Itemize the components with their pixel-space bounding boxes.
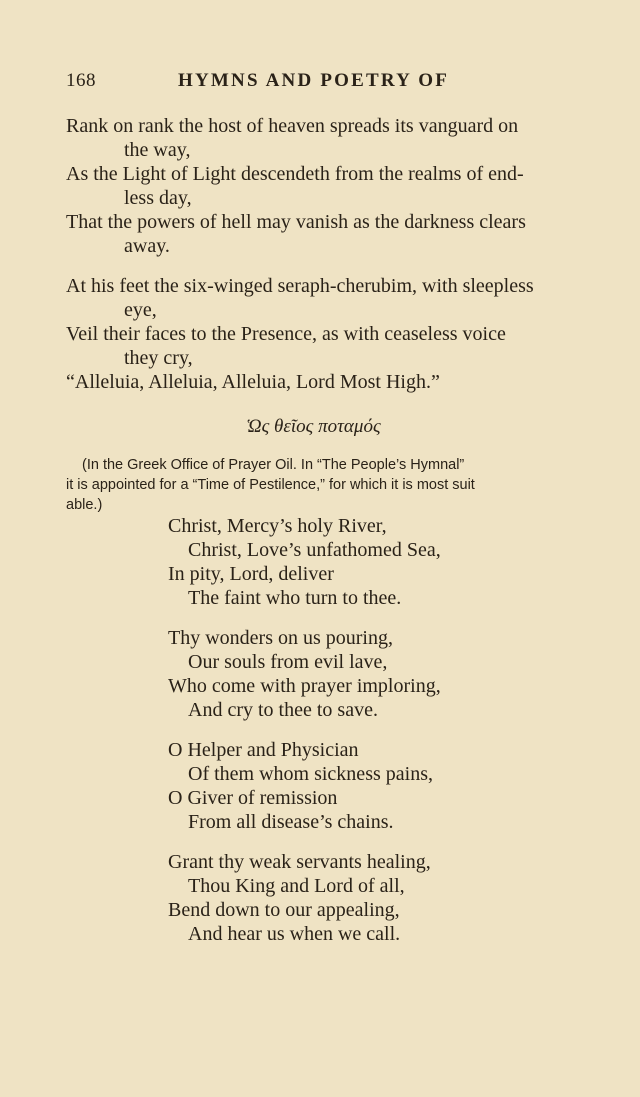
hymn-line: Bend down to our appealing, bbox=[168, 899, 400, 921]
page-header bbox=[66, 70, 586, 96]
hymn-line: And hear us when we call. bbox=[188, 923, 401, 945]
hymn-line: Who come with prayer imploring, bbox=[168, 675, 441, 697]
hymn-line: Christ, Mercy’s holy River, bbox=[168, 515, 387, 537]
verse-line: “Alleluia, Alleluia, Alleluia, Lord Most High.” bbox=[66, 371, 440, 393]
verse-line: As the Light of Light descendeth from the realms of end- bbox=[66, 163, 524, 185]
verse-line: less day, bbox=[124, 187, 192, 209]
hymn-title-greek: Ὡς θεῖος ποταμός bbox=[246, 416, 381, 437]
running-head: HYMNS AND POETRY OF bbox=[178, 70, 450, 91]
verse-line: they cry, bbox=[124, 347, 193, 369]
verse-line: eye, bbox=[124, 299, 157, 321]
hymn-note-line: it is appointed for a “Time of Pestilence,” for which it is most suit bbox=[66, 477, 475, 493]
verse-line: At his feet the six-winged seraph-cherubim, with sleepless bbox=[66, 275, 534, 297]
hymn-line: Our souls from evil lave, bbox=[188, 651, 388, 673]
hymn-line: In pity, Lord, deliver bbox=[168, 563, 334, 585]
verse-line: That the powers of hell may vanish as the darkness clears bbox=[66, 211, 526, 233]
hymn-line: Thou King and Lord of all, bbox=[188, 875, 405, 897]
verse-line: Rank on rank the host of heaven spreads its vanguard on bbox=[66, 115, 519, 137]
hymn-line: And cry to thee to save. bbox=[188, 699, 378, 721]
hymn-line: Christ, Love’s unfathomed Sea, bbox=[188, 539, 441, 561]
hymn-line: Grant thy weak servants healing, bbox=[168, 851, 431, 873]
hymn-line: From all disease’s chains. bbox=[188, 811, 394, 833]
verse-line: the way, bbox=[124, 139, 191, 161]
hymn-line: O Helper and Physician bbox=[168, 739, 359, 761]
hymn-note-line: able.) bbox=[66, 497, 103, 513]
verse-line: Veil their faces to the Presence, as with ceaseless voice bbox=[66, 323, 506, 345]
hymn-line: Of them whom sickness pains, bbox=[188, 763, 433, 785]
hymn-note-line: (In the Greek Office of Prayer Oil. In “The People’s Hymnal” bbox=[82, 457, 465, 473]
hymn-line: Thy wonders on us pouring, bbox=[168, 627, 393, 649]
verse-line: away. bbox=[124, 235, 170, 257]
hymn-line: The faint who turn to thee. bbox=[188, 587, 402, 609]
hymn-line: O Giver of remission bbox=[168, 787, 338, 809]
page-number: 168 bbox=[66, 70, 96, 91]
